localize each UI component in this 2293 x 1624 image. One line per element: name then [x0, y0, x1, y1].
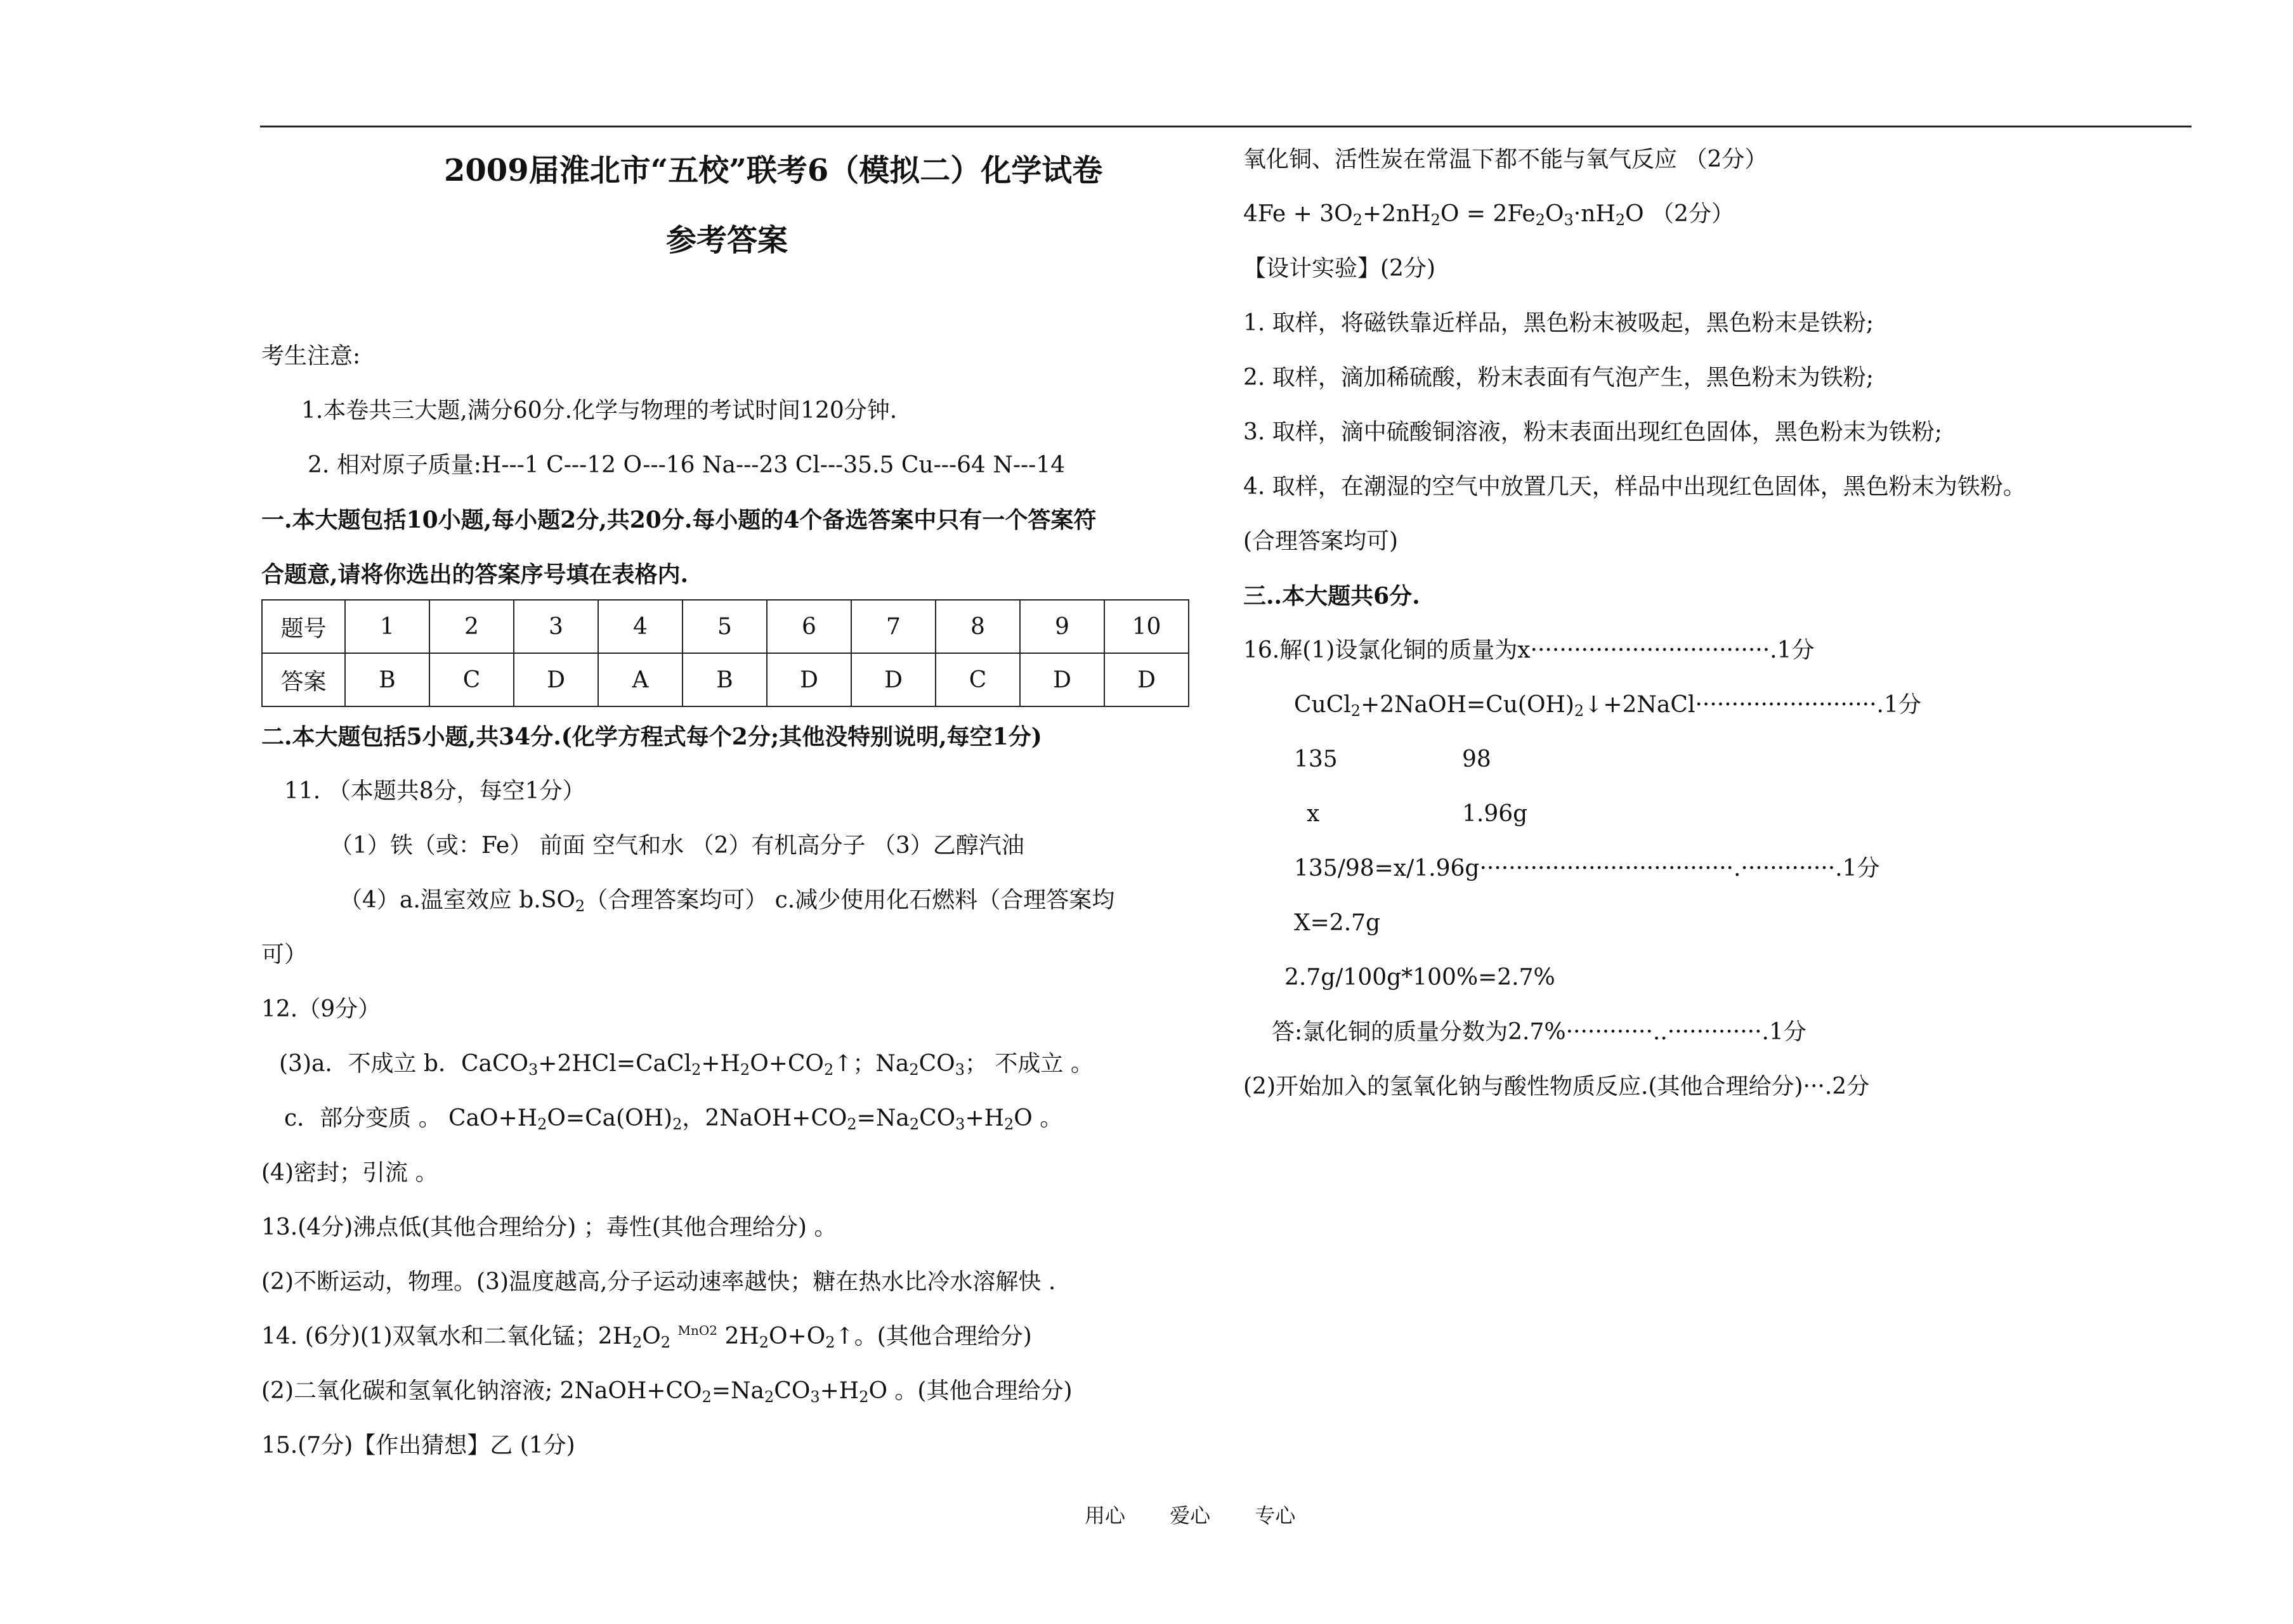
text-span: ↑。(其他合理给分) [835, 1323, 1032, 1349]
q12-line1: (3)a．不成立 b．$CaCO_3+2HCl=CaCl_2+H_2O+CO_2↑$；$Na_2CO_3$； 不成立 。 [279, 1051, 1094, 1079]
table-cell: 题号 [262, 600, 345, 653]
table-cell: D [514, 653, 598, 706]
text-span: +2nH [1362, 201, 1431, 227]
q16-percent: 2.7g/100g*100%=2.7% [1284, 965, 1555, 991]
text-span: O=Ca(OH) [547, 1105, 673, 1131]
text-span: （4）a.温室效应 b.SO [339, 887, 575, 913]
text-span: =Na [856, 1105, 910, 1131]
q13-line1: 13.(4分)沸点低(其他合理给分) ；毒性(其他合理给分) 。 [261, 1214, 837, 1240]
page-subtitle: 参考答案 [666, 223, 788, 258]
table-cell: D [767, 653, 851, 706]
table-cell: 2 [429, 600, 514, 653]
q16-196g: 1.96g [1462, 801, 1528, 827]
q15-design-1: 1. 取样，将磁铁靠近样品，黑色粉末被吸起，黑色粉末是铁粉; [1243, 310, 1874, 336]
text-span: CO [918, 1051, 955, 1077]
text-span: O = 2Fe [1440, 201, 1536, 227]
table-row-answers [262, 653, 1189, 706]
text-span: O [1545, 201, 1564, 227]
q16-x: x [1307, 801, 1320, 827]
text-span: ↓+2NaCl·························.1分 [1584, 692, 1921, 718]
q11-title: 11. （本题共8分，每空1分） [284, 778, 585, 804]
q11-line1: （1）铁（或：Fe） 前面 空气和水 （2）有机高分子 （3）乙醇汽油 [330, 833, 1024, 859]
text-span: =Na [711, 1378, 764, 1404]
q16-proportion: 135/98=x/1.96g···································.·············.1分 [1294, 855, 1880, 881]
table-cell: 5 [683, 600, 767, 653]
text-span: ，2NaOH+CO [682, 1105, 847, 1131]
text-span: c．部分变质 。 CaO+H [284, 1105, 538, 1131]
table-cell: 8 [936, 600, 1020, 653]
table-cell: B [683, 653, 767, 706]
q16-line1: 16.解(1)设氯化铜的质量为x·································.1分 [1243, 637, 1815, 663]
section1-line1: 一.本大题包括10小题,每小题2分,共20分.每小题的4个备选答案中只有一个答案符 [261, 507, 1097, 533]
text-span: 4Fe + 3O [1243, 201, 1353, 227]
section1-line2: 合题意,请将你选出的答案序号填在表格内. [261, 561, 689, 588]
table-cell: C [936, 653, 1020, 706]
q15-equation: $4Fe + 3O_2+2nH_2O = 2Fe_2O_3\cdot nH_2O$ （2分） [1243, 201, 1734, 229]
q16-mass-135: 135 [1294, 746, 1338, 772]
table-cell: 6 [767, 600, 851, 653]
q15-line2: 氧化铜、活性炭在常温下都不能与氧气反应 （2分） [1243, 146, 1768, 172]
text-span: ·nH [1573, 201, 1616, 227]
text-span: ； 不成立 。 [964, 1051, 1094, 1077]
text-span: O 。(其他合理给分) [868, 1378, 1073, 1404]
text-span: CO [919, 1105, 956, 1131]
section2-title: 二.本大题包括5小题,共34分.(化学方程式每个2分;其他没特别说明,每空1分) [261, 724, 1042, 750]
table-cell: D [1104, 653, 1189, 706]
q16-equation: $CuCl_2+2NaOH=Cu(OH)_2↓+2NaCl\cdot\cdot\cdot\cdot\cdot\cdot\cdot\cdot\cdot\cdot\cdot\cdot\cdot\cdot\cdot\cdot\cdot\cdot\cdot\cdot\cdot\cdot\cdot\cdot\cdot.1$分 [1294, 692, 1921, 720]
q11-line3: 可） [261, 942, 308, 968]
table-cell: 3 [514, 600, 598, 653]
text-span: +2NaOH=Cu(OH) [1361, 692, 1574, 718]
q15-design-3: 3. 取样，滴中硫酸铜溶液，粉末表面出现红色固体，黑色粉末为铁粉; [1243, 419, 1942, 445]
text-span: +2HCl=CaCl [538, 1051, 692, 1077]
q16-part2: (2)开始加入的氢氧化钠与酸性物质反应.(其他合理给分)···.2分 [1243, 1074, 1870, 1100]
q13-line2: (2)不断运动，物理。(3)温度越高,分子运动速率越快；糖在热水比冷水溶解快 . [261, 1269, 1056, 1295]
table-row-numbers [262, 600, 1189, 653]
notice-label: 考生注意: [261, 343, 361, 369]
notice-item-1: 1.本卷共三大题,满分60分.化学与物理的考试时间120分钟. [301, 398, 898, 424]
header-rule [260, 126, 2192, 127]
q16-mass-98: 98 [1462, 746, 1491, 772]
text-span: +H [820, 1378, 859, 1404]
text-span: +H [965, 1105, 1004, 1131]
text-span: (3)a．不成立 b．CaCO [279, 1051, 529, 1077]
q16-result: X=2.7g [1294, 910, 1381, 936]
table-cell: B [345, 653, 429, 706]
table-cell: A [598, 653, 683, 706]
table-cell: D [1020, 653, 1104, 706]
section3-title: 三..本大题共6分. [1243, 583, 1420, 609]
page-title: 2009届淮北市“五校”联考6（模拟二）化学试卷 [444, 153, 1103, 188]
text-span: 2H [724, 1323, 759, 1349]
text-span: ↑；Na [833, 1051, 910, 1077]
q11-line2: （4）a.温室效应 $b.SO_2$（合理答案均可） c.减少使用化石燃料（合理答案均 [339, 887, 1115, 915]
text-span: O+O [769, 1323, 826, 1349]
table-cell: C [429, 653, 514, 706]
text-span: +H [701, 1051, 740, 1077]
q15-design-2: 2. 取样，滴加稀硫酸，粉末表面有气泡产生，黑色粉末为铁粉; [1243, 365, 1874, 391]
table-cell: 9 [1020, 600, 1104, 653]
table-cell: 1 [345, 600, 429, 653]
answer-table [261, 599, 1189, 707]
q12-title: 12.（9分） [261, 996, 381, 1022]
q15-design-5: (合理答案均可) [1243, 528, 1399, 554]
text-span: CO [774, 1378, 811, 1404]
q12-line3: (4)密封；引流 。 [261, 1160, 438, 1186]
text-span: O （2分） [1625, 201, 1734, 227]
table-cell: 10 [1104, 600, 1189, 653]
table-cell: 7 [851, 600, 936, 653]
text-span: O [642, 1323, 661, 1349]
text-span: O 。 [1014, 1105, 1063, 1131]
text-span: CuCl [1294, 692, 1351, 718]
text-span: 14. (6分)(1)双氧水和二氧化锰；2H [261, 1323, 632, 1349]
q15-line1: 15.(7分)【作出猜想】乙 (1分) [261, 1432, 575, 1458]
page-footer: 用心 爱心 专心 [1085, 1504, 1296, 1528]
q16-answer: 答:氯化铜的质量分数为2.7%············..·············.1分 [1272, 1019, 1806, 1045]
table-cell: D [851, 653, 936, 706]
table-cell: 答案 [262, 653, 345, 706]
table-cell: 4 [598, 600, 683, 653]
text-span: O+CO [750, 1051, 824, 1077]
text-span: (2)二氧化碳和氢氧化钠溶液; 2NaOH+CO [261, 1378, 702, 1404]
q14-line2: (2)二氧化碳和氢氧化钠溶液; $2NaOH+CO_2=Na_2CO_3+H_2O$ 。(其他合理给分) [261, 1378, 1073, 1406]
q12-line2: c．部分变质 。 $CaO+H_2O=Ca(OH)_2$，$2NaOH+CO_2=Na_2CO_3+H_2O$ 。 [284, 1105, 1063, 1133]
q15-design: 【设计实验】(2分) [1243, 256, 1435, 282]
catalyst-label: MnO2 [677, 1323, 717, 1338]
q14-line1: 14. (6分)(1)双氧水和二氧化锰；$2H_2O_2$ $^{MnO2}$ $2H_2O+O_2↑$。(其他合理给分) [261, 1323, 1032, 1351]
text-span: （合理答案均可） c.减少使用化石燃料（合理答案均 [585, 887, 1115, 913]
q15-design-4: 4. 取样，在潮湿的空气中放置几天，样品中出现红色固体，黑色粉末为铁粉。 [1243, 474, 2026, 500]
notice-item-2: 2. 相对原子质量:H---1 C---12 O---16 Na---23 Cl---35.5 Cu---64 N---14 [308, 452, 1066, 478]
